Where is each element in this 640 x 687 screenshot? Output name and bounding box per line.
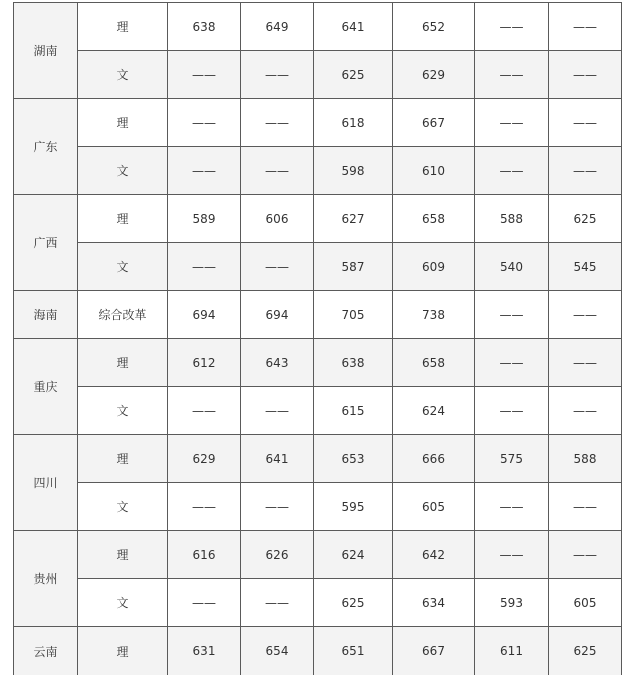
score-cell: 694: [168, 291, 241, 339]
province-cell: 海南: [14, 291, 78, 339]
score-cell: ——: [168, 579, 241, 627]
score-cell: ——: [241, 579, 314, 627]
score-cell: 605: [549, 579, 622, 627]
table-body: [14, 3, 622, 676]
score-cell: ——: [168, 51, 241, 99]
score-cell: 611: [475, 627, 549, 676]
score-cell: ——: [549, 99, 622, 147]
province-cell: 湖南: [14, 3, 78, 99]
score-cell: ——: [168, 483, 241, 531]
score-cell: ——: [241, 483, 314, 531]
category-cell: 文: [78, 579, 168, 627]
category-cell: 理: [78, 99, 168, 147]
score-cell: ——: [475, 99, 549, 147]
category-cell: 文: [78, 387, 168, 435]
score-cell: 629: [168, 435, 241, 483]
score-cell: ——: [475, 483, 549, 531]
score-cell: 642: [393, 531, 475, 579]
table-row: [14, 483, 622, 531]
score-cell: ——: [241, 387, 314, 435]
score-cell: 625: [549, 627, 622, 676]
score-cell: ——: [168, 99, 241, 147]
score-cell: 610: [393, 147, 475, 195]
category-cell: 理: [78, 195, 168, 243]
score-cell: 634: [393, 579, 475, 627]
score-cell: 545: [549, 243, 622, 291]
category-cell: 文: [78, 243, 168, 291]
category-cell: 理: [78, 435, 168, 483]
category-cell: 文: [78, 147, 168, 195]
score-cell: 625: [314, 51, 393, 99]
score-cell: 651: [314, 627, 393, 676]
score-cell: 625: [314, 579, 393, 627]
score-cell: 588: [549, 435, 622, 483]
score-cell: 705: [314, 291, 393, 339]
province-cell: 广西: [14, 195, 78, 291]
score-cell: 606: [241, 195, 314, 243]
score-cell: ——: [475, 531, 549, 579]
score-cell: ——: [475, 291, 549, 339]
score-cell: ——: [549, 291, 622, 339]
score-cell: 641: [241, 435, 314, 483]
category-cell: 文: [78, 483, 168, 531]
score-cell: ——: [168, 147, 241, 195]
table-row: [14, 291, 622, 339]
category-cell: 综合改革: [78, 291, 168, 339]
table-row: [14, 99, 622, 147]
score-cell: ——: [475, 3, 549, 51]
table-row: [14, 147, 622, 195]
score-cell: 658: [393, 339, 475, 387]
score-cell: 631: [168, 627, 241, 676]
score-cell: ——: [475, 147, 549, 195]
score-cell: 618: [314, 99, 393, 147]
score-cell: 625: [549, 195, 622, 243]
score-cell: 667: [393, 627, 475, 676]
score-cell: 694: [241, 291, 314, 339]
score-cell: ——: [475, 51, 549, 99]
score-cell: ——: [549, 531, 622, 579]
score-cell: 738: [393, 291, 475, 339]
score-cell: 629: [393, 51, 475, 99]
table-row: [14, 3, 622, 51]
score-cell: 638: [168, 3, 241, 51]
table-row: [14, 339, 622, 387]
score-cell: 605: [393, 483, 475, 531]
score-cell: 540: [475, 243, 549, 291]
table-row: [14, 579, 622, 627]
score-cell: ——: [475, 339, 549, 387]
score-cell: 627: [314, 195, 393, 243]
table-row: [14, 531, 622, 579]
score-cell: ——: [549, 387, 622, 435]
score-cell: 589: [168, 195, 241, 243]
score-cell: ——: [475, 387, 549, 435]
score-cell: ——: [241, 147, 314, 195]
province-cell: 重庆: [14, 339, 78, 435]
province-cell: 四川: [14, 435, 78, 531]
score-cell: 658: [393, 195, 475, 243]
table-row: [14, 51, 622, 99]
score-cell: ——: [549, 3, 622, 51]
score-cell: 649: [241, 3, 314, 51]
score-cell: ——: [168, 243, 241, 291]
table-row: [14, 387, 622, 435]
score-cell: 641: [314, 3, 393, 51]
score-table: [13, 2, 622, 675]
score-cell: 615: [314, 387, 393, 435]
province-cell: 广东: [14, 99, 78, 195]
score-cell: ——: [549, 51, 622, 99]
score-cell: 609: [393, 243, 475, 291]
score-cell: 666: [393, 435, 475, 483]
score-cell: 575: [475, 435, 549, 483]
score-cell: 624: [393, 387, 475, 435]
table-row: [14, 627, 622, 676]
score-cell: 587: [314, 243, 393, 291]
score-cell: 624: [314, 531, 393, 579]
category-cell: 文: [78, 51, 168, 99]
score-cell: ——: [168, 387, 241, 435]
table-row: [14, 435, 622, 483]
score-cell: 643: [241, 339, 314, 387]
score-cell: 616: [168, 531, 241, 579]
category-cell: 理: [78, 627, 168, 676]
score-cell: 588: [475, 195, 549, 243]
score-cell: ——: [241, 99, 314, 147]
score-cell: 593: [475, 579, 549, 627]
score-cell: ——: [241, 51, 314, 99]
category-cell: 理: [78, 531, 168, 579]
score-cell: ——: [549, 339, 622, 387]
score-cell: ——: [241, 243, 314, 291]
table-row: [14, 195, 622, 243]
category-cell: 理: [78, 339, 168, 387]
score-cell: 654: [241, 627, 314, 676]
score-cell: 638: [314, 339, 393, 387]
score-cell: 595: [314, 483, 393, 531]
category-cell: 理: [78, 3, 168, 51]
score-cell: 653: [314, 435, 393, 483]
score-cell: 667: [393, 99, 475, 147]
province-cell: 云南: [14, 627, 78, 676]
score-cell: 598: [314, 147, 393, 195]
score-cell: 652: [393, 3, 475, 51]
province-cell: 贵州: [14, 531, 78, 627]
score-cell: ——: [549, 147, 622, 195]
score-cell: 612: [168, 339, 241, 387]
table-row: [14, 243, 622, 291]
score-cell: ——: [549, 483, 622, 531]
score-cell: 626: [241, 531, 314, 579]
